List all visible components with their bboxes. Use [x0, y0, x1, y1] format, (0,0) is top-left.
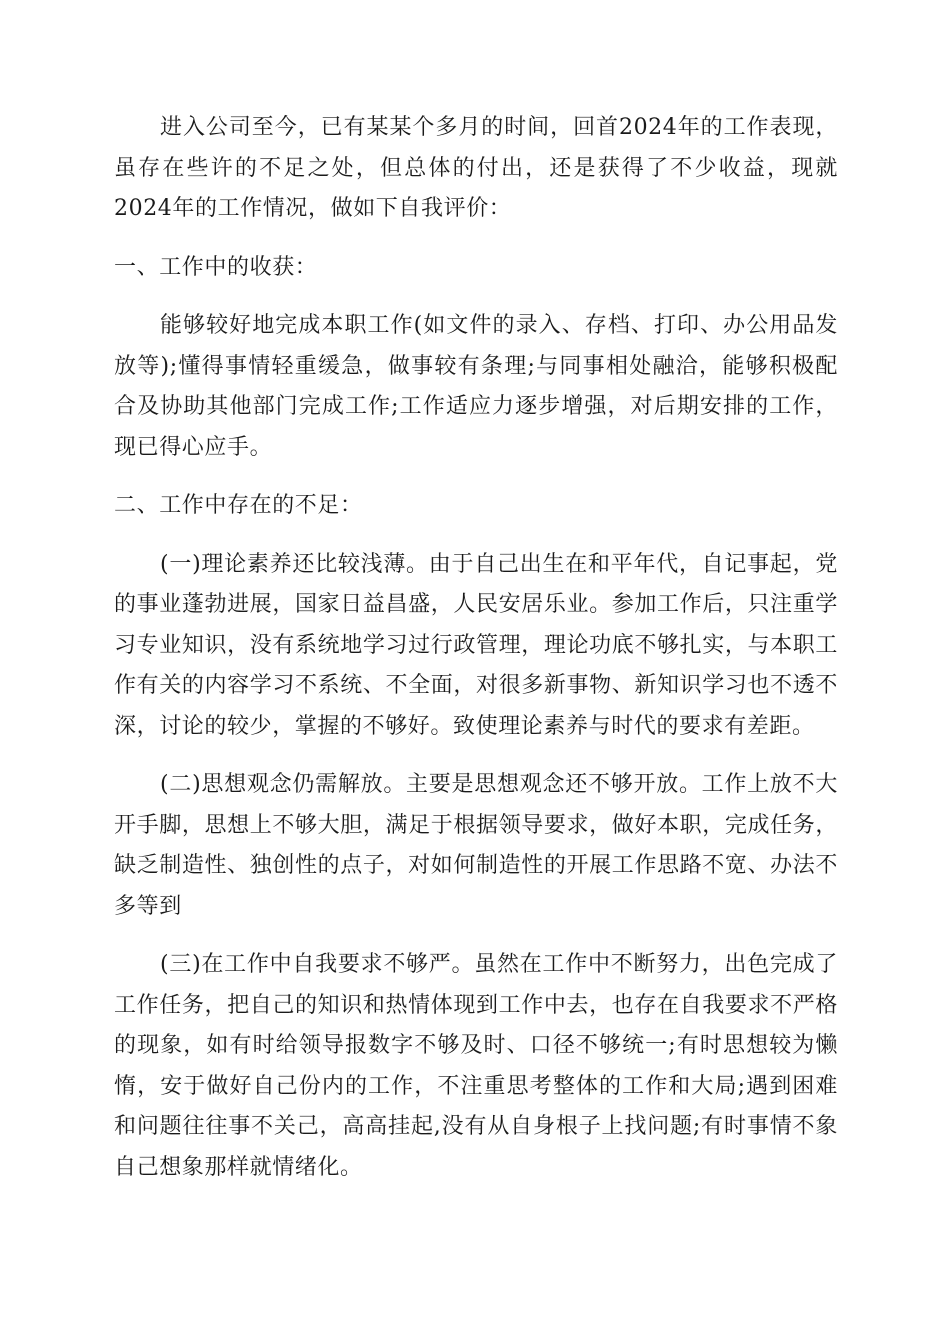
section-1-heading: 一、工作中的收获：: [114, 254, 318, 280]
section-2-heading: 二、工作中存在的不足：: [114, 493, 363, 518]
document-body: [114, 108, 838, 1206]
section-1-paragraph: 能够较好地完成本职工作(如文件的录入、存档、打印、办公用品发放等);懂得事情轻重缓急，做事较有条理;与同事相处融洽，能够积极配合及协助其他部门完成工作;工作适应力逐步增强，对后期安排的工作，现已得心应手。: [114, 313, 838, 460]
shortcoming-item-1: (一)理论素养还比较浅薄。由于自己出生在和平年代，自记事起，党的事业蓬勃进展，国家日益昌盛，人民安居乐业。参加工作后，只注重学习专业知识，没有系统地学习过行政管理，理论功底不够扎实，与本职工作有关的内容学习不系统、不全面，对很多新事物、新知识学习也不透不深，讨论的较少，掌握的不够好。致使理论素养与时代的要求有差距。: [114, 551, 838, 739]
shortcoming-item-2: (二)思想观念仍需解放。主要是思想观念还不够开放。工作上放不大开手脚，思想上不够大胆，满足于根据领导要求，做好本职，完成任务，缺乏制造性、独创性的点子，对如何制造性的开展工作思路不宽、办法不多等到: [114, 772, 838, 919]
intro-paragraph: 进入公司至今，已有某某个多月的时间，回首2024年的工作表现，虽存在些许的不足之处，但总体的付出，还是获得了不少收益，现就2024年的工作情况，做如下自我评价：: [114, 115, 838, 221]
shortcoming-item-3: (三)在工作中自我要求不够严。虽然在工作中不断努力，出色完成了工作任务，把自己的知识和热情体现到工作中去，也存在自我要求不严格的现象，如有时给领导报数字不够及时、口径不够统一;有时思想较为懒惰，安于做好自己份内的工作，不注重思考整体的工作和大局;遇到困难和问题往往事不关己，高高挂起,没有从自身根子上找问题;有时事情不象自己想象那样就情绪化。: [114, 952, 838, 1180]
